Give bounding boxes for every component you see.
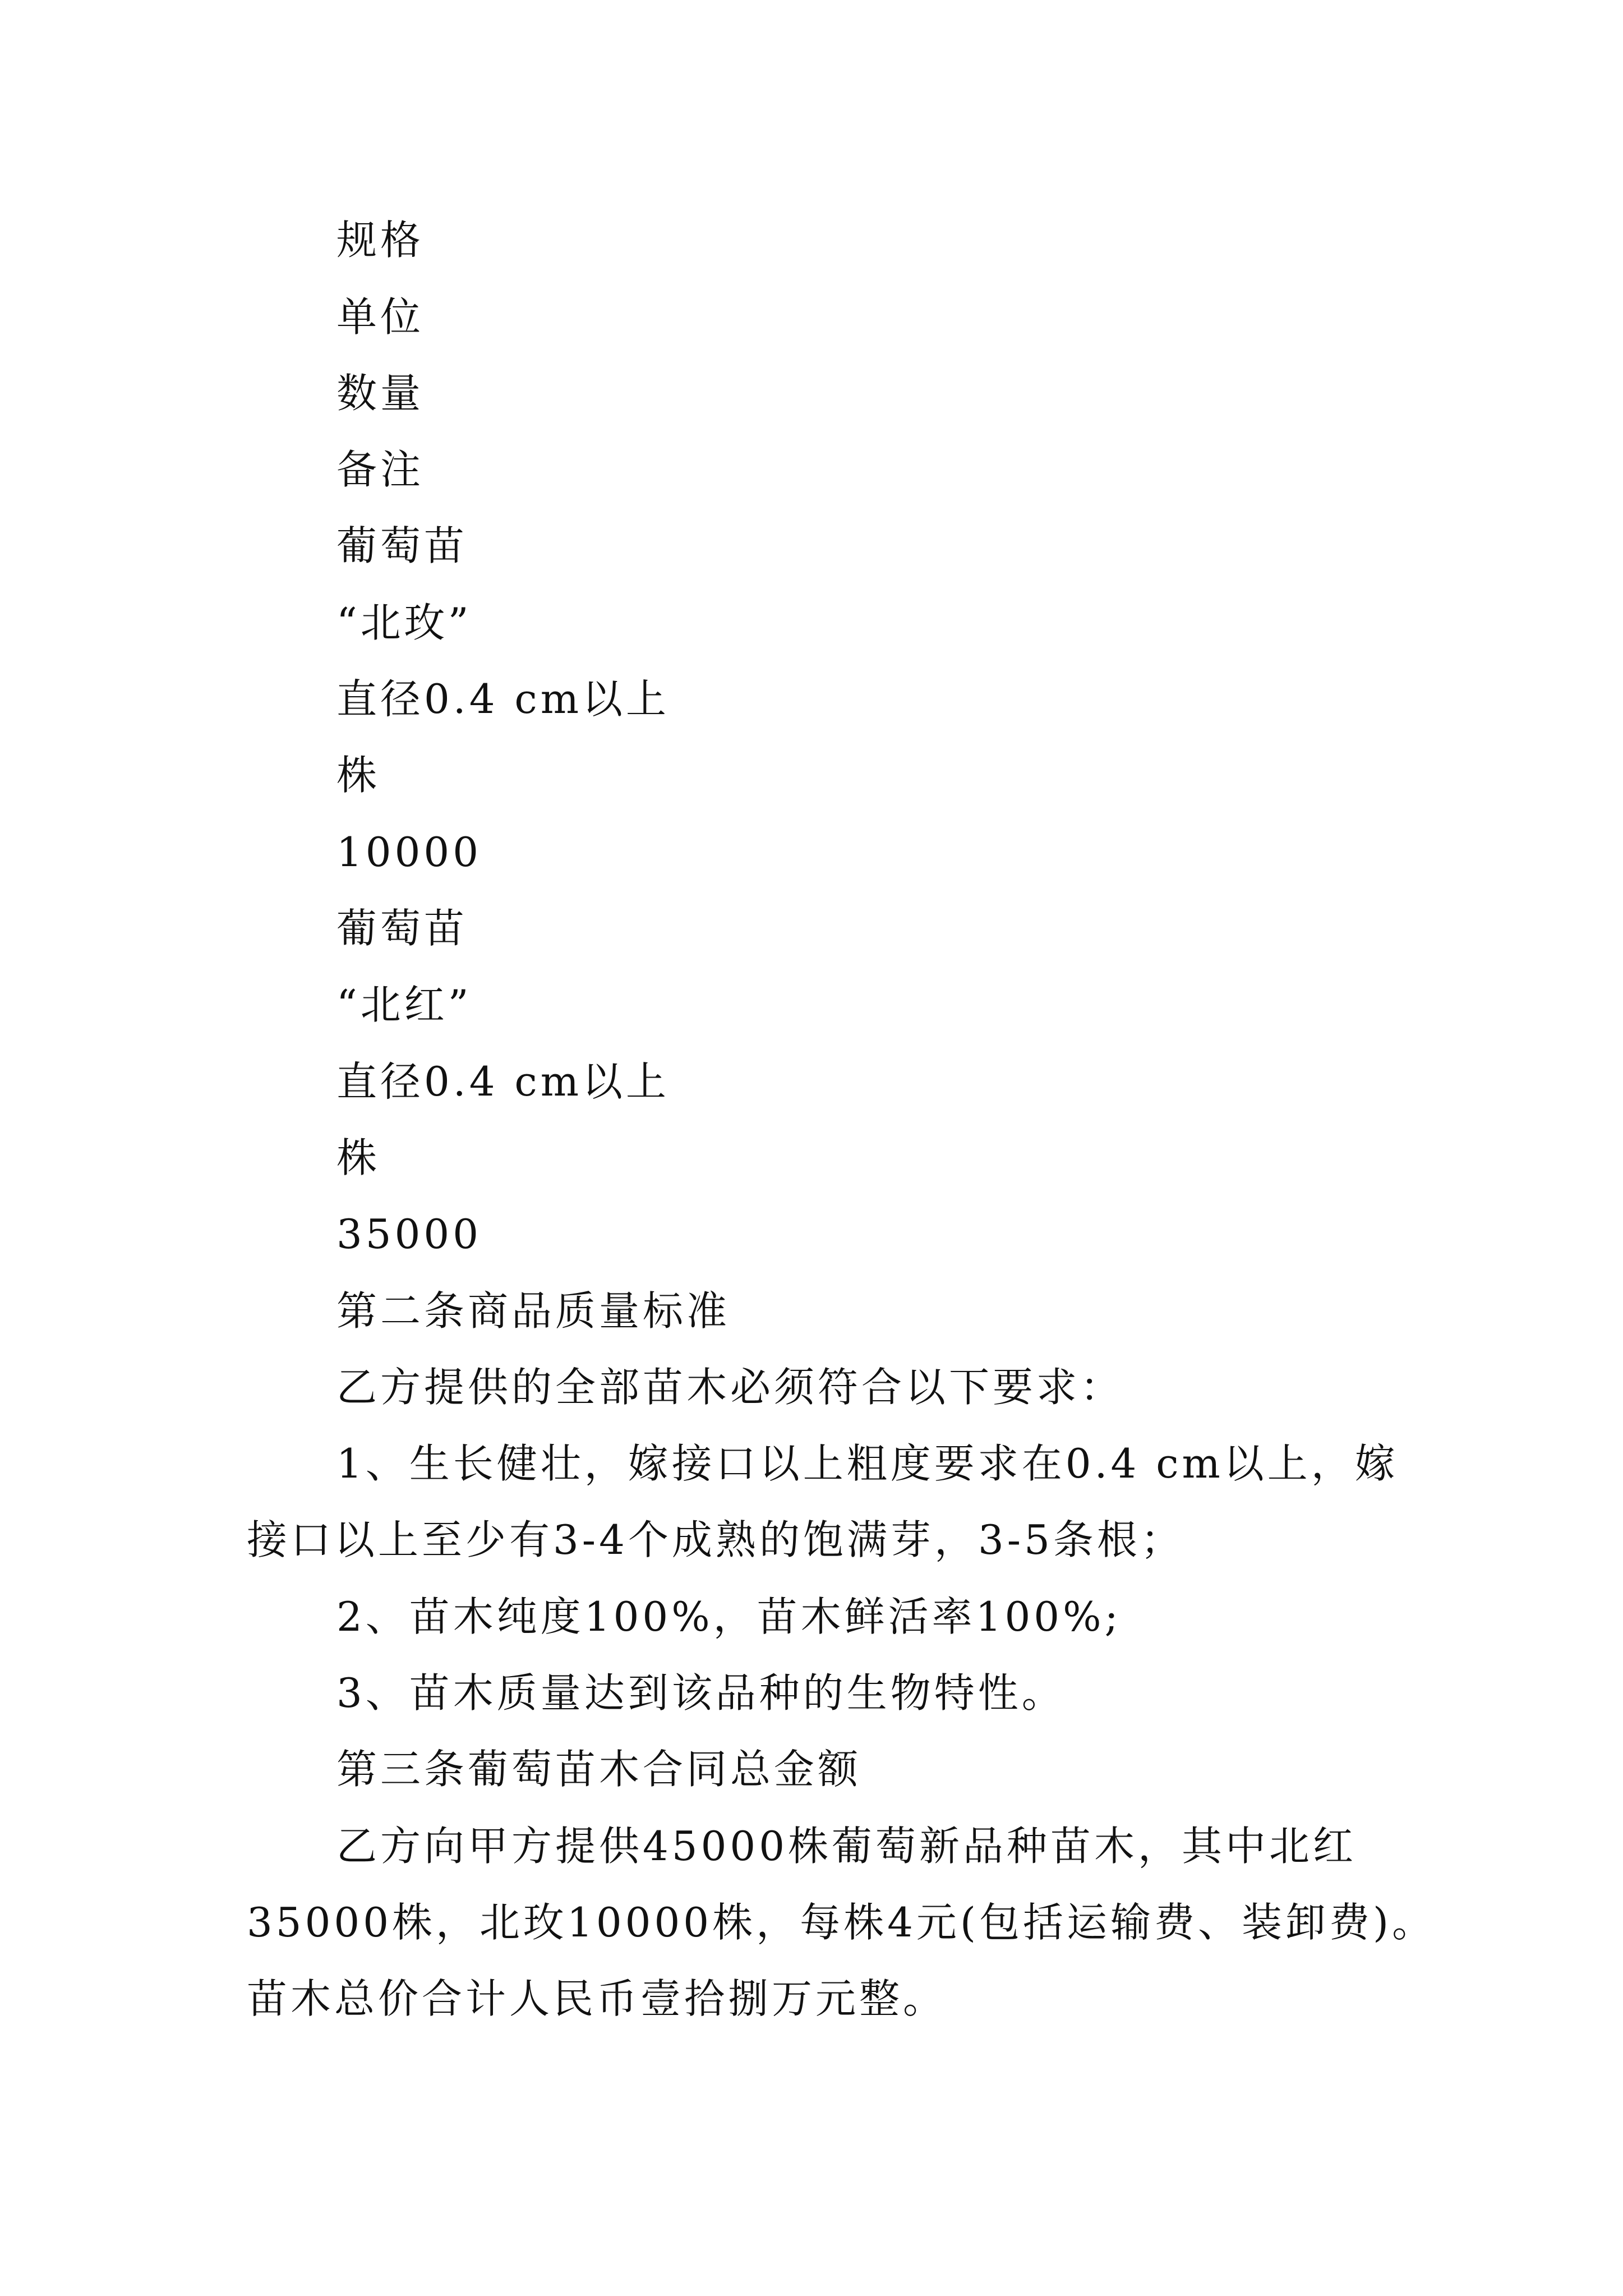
- requirement-2: 2、苗木纯度100%，苗木鲜活率100%;: [336, 1593, 1122, 1640]
- text-line-unit: 单位: [336, 293, 425, 341]
- text-line-remarks: 备注: [336, 446, 425, 493]
- requirement-3: 3、苗木质量达到该品种的生物特性。: [336, 1669, 1066, 1717]
- requirement-1-line-2: 接口以上至少有3-4个成熟的饱满芽，3-5条根；: [247, 1516, 1184, 1563]
- article-two-heading: 第二条商品质量标准: [336, 1287, 731, 1335]
- text-line-diameter-1: 直径0.4 cm以上: [336, 675, 670, 723]
- text-line-diameter-2: 直径0.4 cm以上: [336, 1058, 670, 1105]
- text-line-grape-seedling-1: 葡萄苗: [336, 522, 468, 569]
- article-two-intro: 乙方提供的全部苗木必须符合以下要求：: [336, 1364, 1124, 1411]
- text-line-unit-plant-2: 株: [336, 1134, 381, 1181]
- article-three-line-3: 苗木总价合计人民币壹拾捌万元整。: [247, 1975, 947, 2022]
- requirement-1-line-1: 1、生长健壮，嫁接口以上粗度要求在0.4 cm以上，嫁: [336, 1440, 1399, 1487]
- text-line-spec: 规格: [336, 217, 425, 264]
- article-three-heading: 第三条葡萄苗木合同总金额: [336, 1746, 862, 1793]
- text-line-quantity-35000: 35000: [336, 1211, 482, 1258]
- text-line-quantity-10000: 10000: [336, 829, 482, 876]
- text-line-variety-beimei: “北玫”: [336, 599, 472, 646]
- text-line-quantity: 数量: [336, 370, 425, 417]
- article-three-line-1: 乙方向甲方提供45000株葡萄新品种苗木，其中北红: [336, 1823, 1357, 1870]
- text-line-unit-plant-1: 株: [336, 752, 381, 799]
- text-line-variety-beihong: “北红”: [336, 981, 472, 1028]
- article-three-line-2: 35000株，北玫10000株，每株4元(包括运输费、装卸费)。: [247, 1899, 1436, 1946]
- text-line-grape-seedling-2: 葡萄苗: [336, 905, 468, 952]
